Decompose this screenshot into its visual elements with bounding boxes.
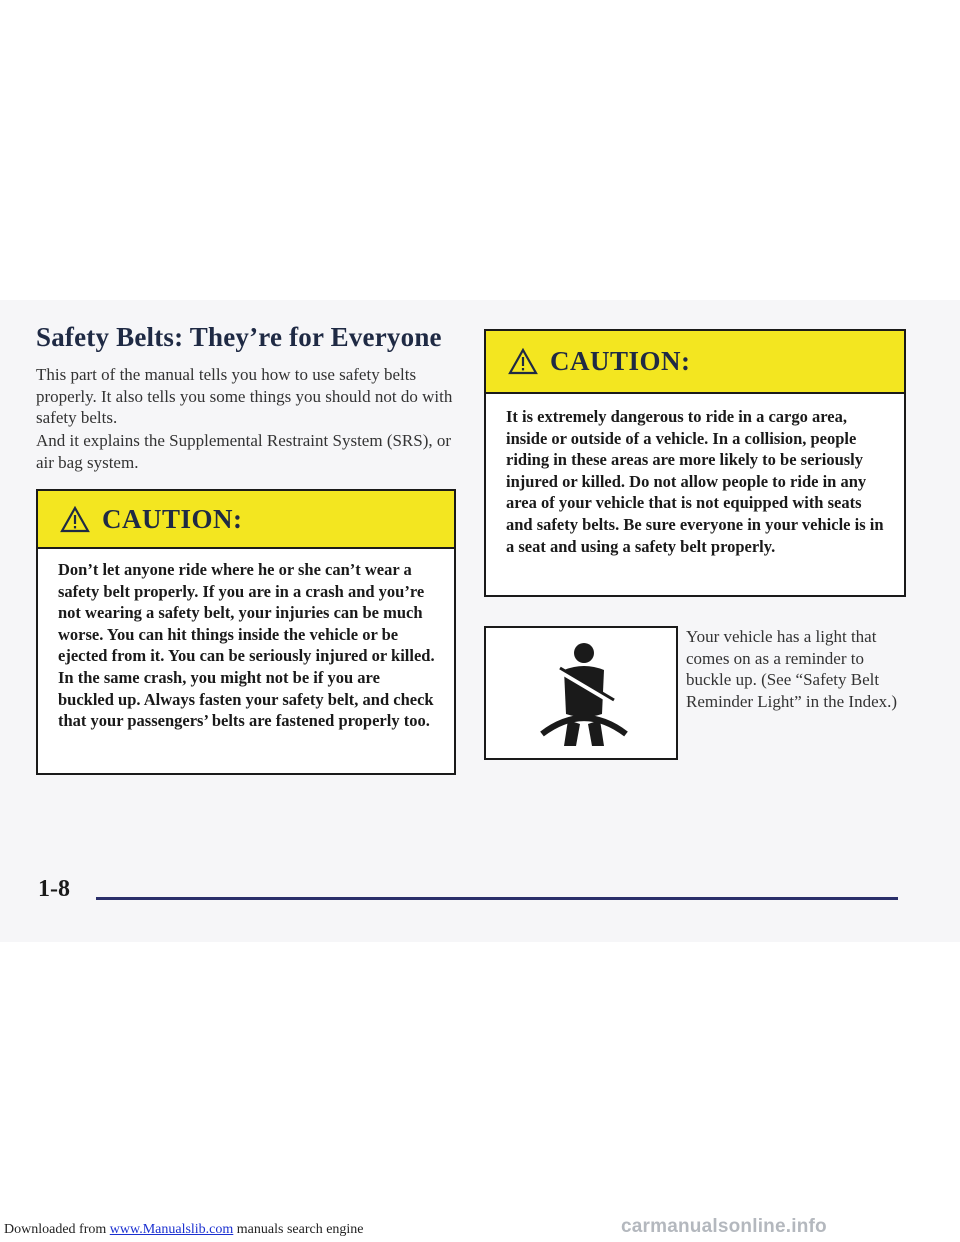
warning-triangle-icon [508, 348, 538, 375]
reminder-text: Your vehicle has a light that comes on as a reminder to buckle up. (See “Safety Belt Reminder Light” in the Index.) [686, 627, 898, 711]
watermark: carmanualsonline.info [621, 1216, 827, 1237]
page-number: 1-8 [38, 876, 70, 902]
download-suffix: manuals search engine [233, 1222, 364, 1237]
caution-label: CAUTION: [550, 346, 691, 376]
caution-text: Don’t let anyone ride where he or she can’t wear a safety belt properly. If you are in a crash and you’re not wearing a safety belt, your injuries can be much worse. You can hit things inside the vehicle or be ejected from it. You can be seriously injured or killed. In the same crash, you might not be if you are buckled up. Always fasten your safety belt, and check that your passengers’ belts are fastened properly too. [58, 560, 435, 731]
caution-header [38, 491, 454, 549]
warning-triangle-icon [60, 506, 90, 533]
section-title: Safety Belts: They’re for Everyone [36, 322, 442, 352]
intro-paragraph: This part of the manual tells you how to use safety belts properly. It also tells you some things you should not do with safety belts. [36, 365, 453, 427]
footer-rule [96, 897, 898, 900]
caution-label: CAUTION: [102, 503, 243, 534]
caution-text: It is extremely dangerous to ride in a cargo area, inside or outside of a vehicle. In a collision, people riding in these areas are more likely to be seriously injured or killed. Do not allow people to ride in any area of your vehicle that is not equipped with seats and safety belts. Be sure everyone in your vehicle is in a seat and using a safety belt properly. [506, 407, 884, 556]
caution-box-left [36, 489, 456, 775]
seatbelt-reminder-figure [484, 626, 678, 760]
srs-paragraph: And it explains the Supplemental Restraint System (SRS), or air bag system. [36, 431, 452, 472]
caution-header [486, 331, 904, 394]
seatbelt-reminder-icon [538, 640, 630, 748]
caution-box-right [484, 329, 906, 597]
manualslib-link[interactable]: www.Manualslib.com [109, 1222, 234, 1237]
download-prefix: Downloaded from [4, 1222, 110, 1237]
download-line [4, 1222, 364, 1238]
